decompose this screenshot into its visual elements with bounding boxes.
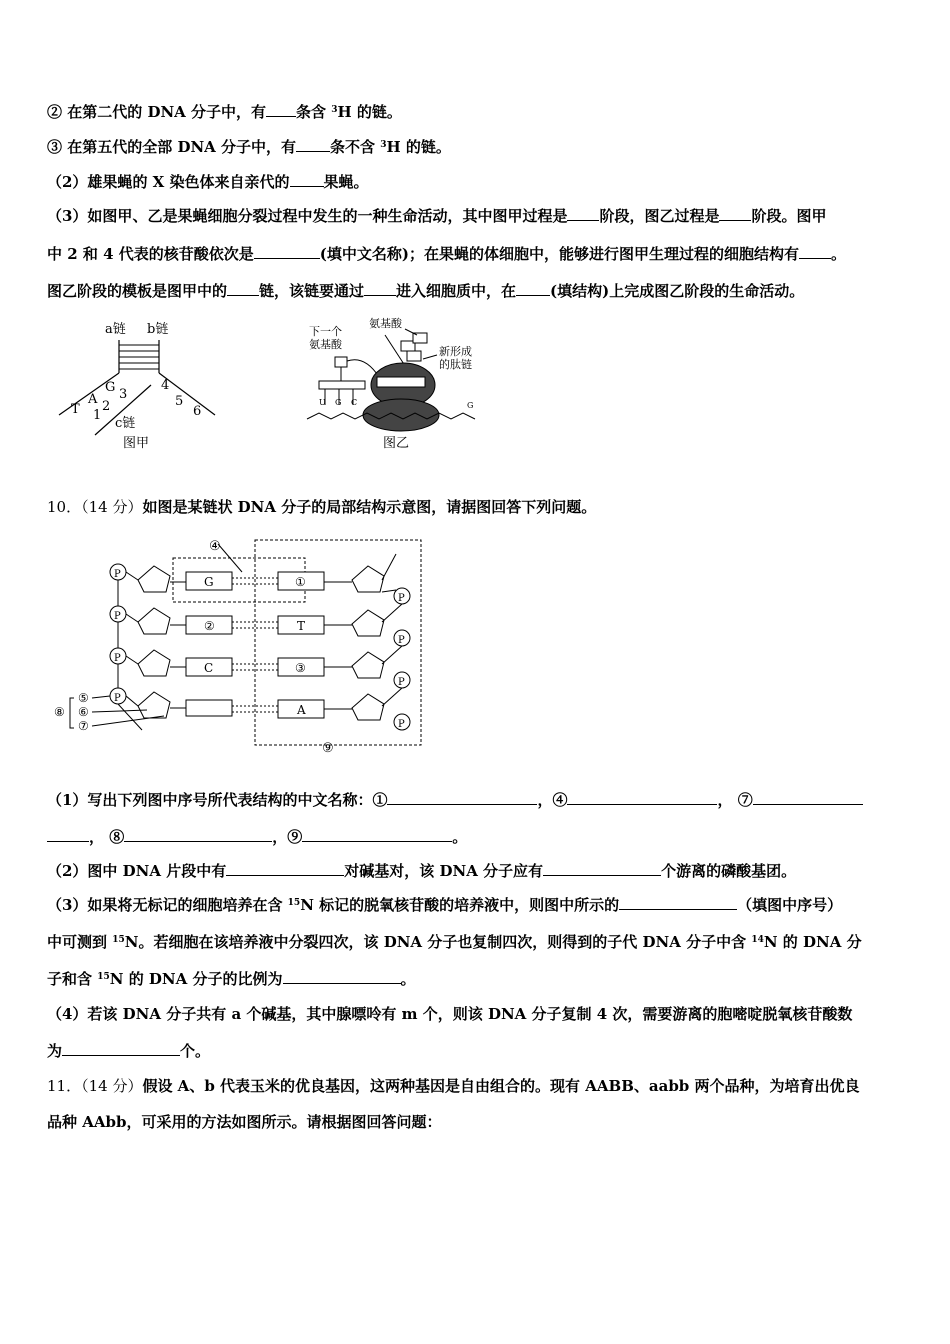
label-7: ⑦ [78, 719, 89, 733]
dna-structure-diagram [52, 530, 427, 760]
svg-text:③: ③ [295, 661, 306, 675]
q9-line-2: ③ 在第五代的全部 DNA 分子中，有 条不含 $^3$H 的链。 [47, 138, 451, 156]
q11-line-2: 品种 AAbb，可采用的方法如图所示。请根据图回答问题： [47, 1113, 442, 1131]
svg-text:C: C [351, 398, 358, 407]
q10-1-line-a: （1）写出下列图中序号所代表结构的中文名称：① ，④ ， ⑦ [47, 790, 907, 810]
svg-text:P: P [114, 693, 121, 704]
svg-text:的肽链: 的肽链 [439, 358, 472, 371]
label-9: ⑨ [322, 741, 334, 756]
answer-blank[interactable] [47, 827, 89, 842]
svg-text:4: 4 [161, 378, 170, 393]
answer-blank[interactable] [799, 244, 831, 259]
answer-blank[interactable] [62, 1041, 180, 1056]
answer-blank[interactable] [719, 206, 751, 221]
figure-yi-caption: 图乙 [383, 436, 410, 451]
svg-text:T: T [297, 619, 306, 633]
nucleotide-pair-row-1 [110, 564, 410, 604]
q10-4-line-a: （4）若该 DNA 分子共有 a 个碱基，其中腺嘌呤有 m 个，则该 DNA 分子复制 4 次，需要游离的胞嘧啶脱氧核苷酸数 [47, 1005, 853, 1023]
svg-text:6: 6 [193, 404, 202, 419]
svg-text:5: 5 [175, 394, 184, 409]
svg-text:3: 3 [119, 387, 128, 402]
answer-blank[interactable] [290, 172, 324, 187]
svg-text:G: G [335, 398, 342, 407]
svg-text:P: P [398, 677, 405, 688]
answer-blank[interactable] [753, 790, 863, 805]
label-5: ⑤ [78, 691, 89, 705]
figure-jia-caption: 图甲 [123, 436, 150, 451]
answer-blank[interactable] [283, 969, 401, 984]
svg-text:P: P [114, 569, 121, 580]
svg-text:下一个: 下一个 [309, 325, 342, 338]
answer-blank[interactable] [364, 281, 396, 296]
svg-text:G: G [467, 401, 474, 410]
svg-text:②: ② [204, 619, 215, 633]
nucleotide-pair-row-4 [110, 688, 410, 730]
q9-line-4: （3）如图甲、乙是果蝇细胞分裂过程中发生的一种生命活动，其中图甲过程是 阶段，图乙过程是 阶段。图甲 [47, 207, 827, 225]
svg-text:U: U [319, 398, 326, 407]
answer-blank[interactable] [254, 244, 320, 259]
q10-2-line: （2）图中 DNA 片段中有 对碱基对，该 DNA 分子应有 个游离的磷酸基团。 [47, 862, 797, 880]
q10-4-line-b: 为 个。 [47, 1042, 211, 1060]
nucleotide-pair-row-3 [110, 648, 410, 688]
svg-text:P: P [398, 593, 405, 604]
answer-blank[interactable] [567, 790, 717, 805]
svg-text:A: A [297, 703, 306, 717]
q9-line-6: 图乙阶段的模板是图甲中的 链，该链要通过 进入细胞质中，在 (填结构)上完成图乙阶段的生命活动。 [47, 282, 805, 300]
q10-title: 10．（14 分）如图是某链状 DNA 分子的局部结构示意图，请据图回答下列问题。 [47, 498, 597, 516]
svg-text:A: A [88, 392, 98, 407]
answer-blank[interactable] [543, 861, 661, 876]
svg-text:新形成: 新形成 [439, 345, 472, 358]
a-chain-label: a链 [105, 322, 126, 337]
answer-blank[interactable] [387, 790, 537, 805]
svg-text:氨基酸: 氨基酸 [309, 338, 342, 351]
answer-blank[interactable] [516, 281, 550, 296]
svg-text:T: T [71, 402, 80, 417]
label-6: ⑥ [78, 705, 89, 719]
svg-text:氨基酸: 氨基酸 [369, 317, 402, 330]
svg-text:C: C [204, 661, 214, 675]
q9-line-3: （2）雄果蝇的 X 染色体来自亲代的 果蝇。 [47, 173, 369, 191]
q9-line-1: ② 在第二代的 DNA 分子中，有 条含 $^3$H 的链。 [47, 103, 402, 121]
svg-text:2: 2 [102, 399, 111, 414]
label-4: ④ [209, 539, 221, 554]
q10-3-line-c: 子和含 $^{15}$N 的 DNA 分子的比例为 。 [47, 970, 416, 988]
q11-line-1: 11．（14 分）假设 A、b 代表玉米的优良基因，这两种基因是自由组合的。现有 AABB、aabb 两个品种，为培育出优良 [47, 1077, 860, 1095]
answer-blank[interactable] [266, 102, 296, 117]
svg-text:P: P [398, 635, 405, 646]
q10-3-line-b: 中可测到 $^{15}$N。若细胞在该培养液中分裂四次，该 DNA 分子也复制四次，则得到的子代 DNA 分子中含 $^{14}$N 的 DNA 分 [47, 933, 862, 951]
c-chain-label: c链 [115, 416, 136, 431]
svg-text:G: G [204, 575, 214, 589]
svg-text:P: P [114, 653, 121, 664]
answer-blank[interactable] [296, 137, 330, 152]
label-8: ⑧ [54, 705, 65, 719]
nucleotide-pair-row-2 [110, 606, 410, 646]
b-chain-label: b链 [147, 322, 169, 337]
svg-text:P: P [398, 719, 405, 730]
answer-blank[interactable] [302, 827, 452, 842]
svg-text:G: G [105, 380, 116, 395]
figure-yi-translation-diagram [305, 315, 490, 455]
q10-1-line-b: ， ⑧ ，⑨ 。 [47, 827, 907, 847]
answer-blank[interactable] [227, 281, 259, 296]
q10-3-line-a: （3）如果将无标记的细胞培养在含 $^{15}$N 标记的脱氧核苷酸的培养液中，则图中所示的 （填图中序号） [47, 896, 843, 914]
answer-blank[interactable] [124, 827, 272, 842]
answer-blank[interactable] [567, 206, 599, 221]
svg-text:1: 1 [93, 408, 102, 423]
svg-text:P: P [114, 611, 121, 622]
q9-line-5: 中 2 和 4 代表的核苷酸依次是 (填中文名称)；在果蝇的体细胞中，能够进行图甲生理过程的细胞结构有 。 [47, 245, 846, 263]
svg-text:①: ① [295, 575, 306, 589]
answer-blank[interactable] [226, 861, 344, 876]
figure-jia-replication-diagram [55, 315, 230, 455]
answer-blank[interactable] [619, 895, 737, 910]
